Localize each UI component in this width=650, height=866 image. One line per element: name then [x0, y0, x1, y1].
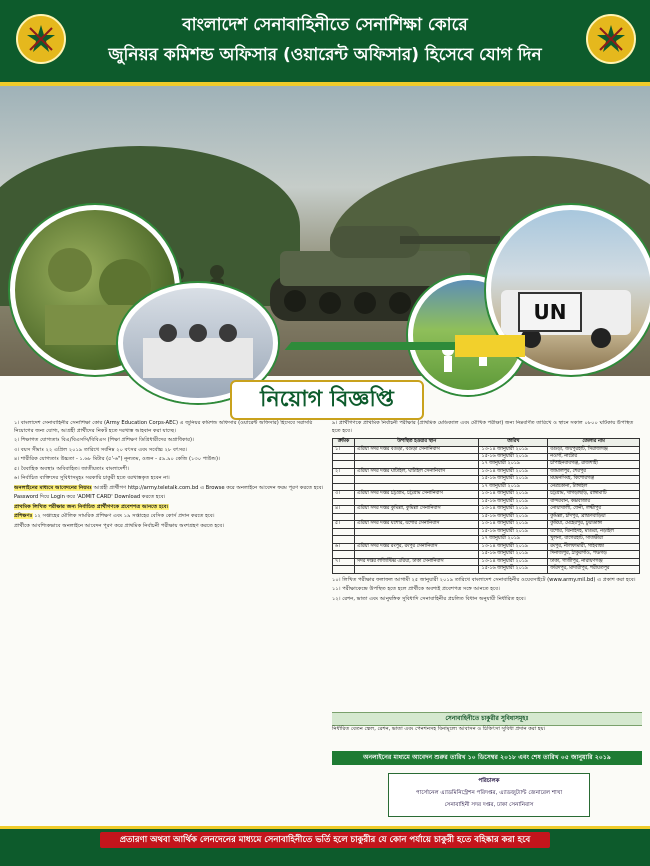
training-heading: প্রশিক্ষণঃ: [14, 513, 33, 520]
table-cell: [354, 528, 479, 535]
table-cell: [354, 483, 479, 490]
table-row: [333, 521, 640, 528]
table-cell: ১৩-১৪ জানুয়ারী ২০১৯: [479, 558, 548, 565]
table-cell: ফরিদপুর, মাদারীপুর, শরীয়তপুর: [548, 566, 640, 573]
table-cell: [333, 536, 355, 543]
table-cell: [333, 476, 355, 483]
para-11: প্রার্থীকে আবশ্যিকভাবে অনলাইনে আবেদন পূরণ করে প্রাথমিক নির্বাচনী পরীক্ষায় অংশগ্রহণ করতে হবে।: [14, 522, 225, 529]
result-notice: ১০। লিখিত পরীক্ষার ফলাফল আগামী ২৫ জানুয়ারী ২০১৯ তারিখে বাংলাদেশ সেনাবাহিনীর ওয়েবসাইটে (www.army.mil.bd) এ প্রকাশ করা হবে।: [332, 576, 636, 583]
table-cell: ময়মনসিংহ, কিশোরগঞ্জ: [548, 476, 640, 483]
table-row: [333, 498, 640, 505]
table-cell: এরিয়া সদর দপ্তর বগুড়া, বগুড়া সেনানিবাস: [354, 446, 479, 453]
table-cell: ১৩-১৪ জানুয়ারী ২০১৯: [479, 468, 548, 475]
table-cell: [333, 551, 355, 558]
table-row: [333, 476, 640, 483]
table-cell: ১৫-১৬ জানুয়ারী ২০১৯: [479, 566, 548, 573]
table-cell: ৬।: [333, 543, 355, 550]
notice-title-banner: [230, 380, 424, 420]
table-cell: এরিয়া সদর দপ্তর কুমিল্লা, কুমিল্লা সেনানিবাস: [354, 506, 479, 513]
table-cell: ১৩-১৪ জানুয়ারী ২০১৯: [479, 543, 548, 550]
table-cell: [354, 454, 479, 461]
table-cell: কুষ্টিয়া, মেহেরপুর, চুয়াডাঙ্গা: [548, 521, 640, 528]
table-cell: ১।: [333, 446, 355, 453]
table-cell: ৫।: [333, 521, 355, 528]
table-cell: [333, 461, 355, 468]
table-row: [333, 491, 640, 498]
exam-schedule-table: [332, 438, 640, 573]
table-cell: এরিয়া সদর দপ্তর যশোর, যশোর সেনানিবাস: [354, 521, 479, 528]
table-cell: [333, 513, 355, 520]
para-2: ২। শিক্ষাগত যোগ্যতাঃ বিএ/বিএসসি/বিবিএস (শিক্ষা প্রশিক্ষণ ডিগ্রিধারীদের অগ্রাধিকার)।: [14, 437, 194, 444]
un-vehicle-label: UN: [518, 292, 582, 332]
table-cell: যশোর, ঝিনাইদহ, মাগুরা, নড়াইল: [548, 528, 640, 535]
table-cell: ১৫-১৬ জানুয়ারী ২০১৯: [479, 476, 548, 483]
online-apply-text: আগ্রহী প্রার্থীগণ http://army.teletalk.com.bd এ Browse করে অনলাইনে আবেদন ফরম পূরণ করতে হবে।: [93, 484, 324, 491]
army-emblem-left-icon: [16, 14, 66, 64]
table-cell: ১৩-১৪ জানুয়ারী ২০১৯: [479, 446, 548, 453]
table-cell: চট্টগ্রাম, খাগড়াছড়ি, রাঙ্গামাটি: [548, 491, 640, 498]
table-cell: [333, 483, 355, 490]
table-header-serial: ক্রমিক: [333, 439, 355, 446]
table-cell: ২।: [333, 468, 355, 475]
para-9: [14, 504, 324, 512]
table-cell: [333, 454, 355, 461]
table-cell: [333, 528, 355, 535]
table-header-date: তারিখ: [479, 439, 548, 446]
para-4: ৪। শারীরিক যোগ্যতাঃ উচ্চতা - ১.৬৮ মিটার (৫'-৬") নূন্যতম, ওজন - ৫৯.৯০ কেজি (১৩০ পাউন্ড)।: [14, 456, 220, 463]
table-row: [333, 513, 640, 520]
yellow-ribbon-decoration: [455, 335, 525, 357]
table-cell: কুমিল্লা, চাঁদপুর, ব্রাহ্মণবাড়িয়া: [548, 513, 640, 520]
table-row: [333, 551, 640, 558]
table-row: [333, 558, 640, 565]
table-cell: [354, 513, 479, 520]
table-cell: ৪।: [333, 506, 355, 513]
table-cell: ১৫-১৬ জানুয়ারী ২০১৯: [479, 454, 548, 461]
table-row: [333, 543, 640, 550]
notice-title: নিয়োগ বিজ্ঞপ্তি: [260, 386, 394, 412]
sponsor-box: [388, 773, 590, 817]
header-title-line2: জুনিয়র কমিশন্ড অফিসার (ওয়ারেন্ট অফিসার) হিসেবে যোগ দিন: [108, 45, 542, 65]
fraud-warning: প্রতারণা অথবা আর্থিক লেনদেনের মাধ্যমে সেনাবাহিনীতে ভর্তি হলে চাকুরীর যে কোন পর্যায়ে চাকুরী হতে বহিষ্কার করা হবে: [100, 832, 550, 848]
table-cell: ১৫-১৬ জানুয়ারী ২০১৯: [479, 513, 548, 520]
table-cell: বান্দরবান, কক্সবাজার: [548, 498, 640, 505]
table-cell: [354, 498, 479, 505]
schedule-intro: ৯। প্রার্থীগণকে প্রাথমিক নির্বাচনী পরীক্ষার (প্রাথমিক মেডিক্যাল এবং মৌখিক পরীক্ষা) জন্য নিম্নবর্ণিত তারিখে ও স্থানে সকাল ০৮০০ ঘটিকায় উপস্থিত হতে হবে।: [332, 420, 634, 434]
sponsor-title: পরিচালক: [478, 778, 500, 784]
table-cell: ১৩-১৪ জানুয়ারী ২০১৯: [479, 521, 548, 528]
table-cell: ১৭ জানুয়ারী ২০১৯: [479, 483, 548, 490]
table-row: [333, 506, 640, 513]
benefits-heading: সেনাবাহিনীতে চাকুরীর সুবিধাসমূহঃ: [332, 712, 642, 726]
table-cell: বগুড়া, জয়পুরহাট, সিরাজগঞ্জ: [548, 446, 640, 453]
written-exam-heading: প্রাথমিক লিখিত পরীক্ষার জন্য নির্বাচিত প্রার্থীগণকে প্রবেশপত্র আনতে হবে।: [14, 503, 169, 510]
table-cell: জামালপুর, শেরপুর: [548, 468, 640, 475]
table-cell: চাঁপাইনবাবগঞ্জ, রাজশাহী: [548, 461, 640, 468]
table-row: [333, 536, 640, 543]
table-cell: এরিয়া সদর দপ্তর রংপুর, রংপুর সেনানিবাস: [354, 543, 479, 550]
table-cell: নেত্রকোনা, টাঙ্গাইল: [548, 483, 640, 490]
table-cell: [333, 498, 355, 505]
table-cell: নোয়াখালী, ফেনী, লক্ষ্মীপুর: [548, 506, 640, 513]
notice-left-column: [14, 420, 324, 810]
table-cell: রংপুর, নীলফামারী, গাইবান্ধা: [548, 543, 640, 550]
table-cell: ১৫-১৬ জানুয়ারী ২০১৯: [479, 551, 548, 558]
table-cell: এরিয়া সদর দপ্তর ঘাটাইল, ঘাটাইল সেনানিবাস: [354, 468, 479, 475]
para-3: ৩। বয়স সীমাঃ ২২ এপ্রিল ২০১৯ তারিখে সর্বনিম্ন ২০ বৎসর এবং সর্বোচ্চ ২৮ বৎসর।: [14, 446, 187, 453]
table-cell: ৩।: [333, 491, 355, 498]
para-5: ৫। বৈবাহিক অবস্থাঃ অবিবাহিত। জাতীয়তাঃ বাংলাদেশী।: [14, 465, 129, 472]
table-header-row: [333, 439, 640, 446]
table-cell: ১৫-১৬ জানুয়ারী ২০১৯: [479, 528, 548, 535]
table-row: [333, 454, 640, 461]
sponsor-line-1: পার্সোনেল এ্যাডমিনিস্ট্রেশন পরিদপ্তর, এ্যাডজুট্যান্ট জেনারেল শাখা: [415, 790, 563, 796]
green-ribbon-decoration: [285, 342, 462, 350]
training-text: ১২ সপ্তাহের মৌলিক সামরিক প্রশিক্ষণ এবং ১৯ সপ্তাহের বেসিক কোর্স প্রদান করতে হবে।: [34, 513, 215, 520]
para-6: ৬। নির্বাচিত ব্যক্তিদের সুবিধাসমূহঃ সরকারি চাকুরী হতে বরখাস্তকৃত হবেন না।: [14, 475, 170, 482]
table-cell: [354, 461, 479, 468]
ration-notice: ১২। রেশন, ভাতা এবং আনুষঙ্গিক সুবিধাদি সেনাবাহিনীর প্রচলিত বিধান অনুযায়ী নির্ধারিত হবে।: [332, 595, 526, 602]
para-1: ১। বাংলাদেশ সেনাবাহিনীর সেনাশিক্ষা কোর (Army Education Corps-AEC) এ জুনিয়র কমিশন্ড অফিসার (ওয়ারেন্ট অফিসার) হিসেবে সরাসরি নিয়োগের জন্য যোগ্য, আগ্রহী প্রার্থীদের নিকট হতে দরখাস্ত আহবান করা যাচ্ছে।: [14, 420, 313, 434]
table-cell: ১৩-১৪ জানুয়ারী ২০১৯: [479, 491, 548, 498]
table-header-venue: উপস্থিত হওয়ার স্থান: [354, 439, 479, 446]
army-emblem-right-icon: [586, 14, 636, 64]
table-row: [333, 566, 640, 573]
table-cell: সদর দপ্তর লজিস্টিক্স এরিয়া, ঢাকা সেনানিবাস: [354, 558, 479, 565]
table-row: [333, 446, 640, 453]
para-7: [14, 485, 324, 493]
header-banner: [0, 0, 650, 86]
admit-card-notice: ১১। পরীক্ষাকেন্দ্রে উপস্থিত হতে হলে প্রার্থীকে অবশ্যই প্রবেশপত্র সঙ্গে আনতে হবে।: [332, 586, 500, 593]
table-cell: খুলনা, বাগেরহাট, সাতক্ষীরা: [548, 536, 640, 543]
table-cell: [333, 566, 355, 573]
table-row: [333, 483, 640, 490]
header-title-line1: বাংলাদেশ সেনাবাহিনীতে সেনাশিক্ষা কোরে: [182, 15, 468, 35]
para-8: Password দিয়ে Login করে 'ADMIT CARD' Download করতে হবে।: [14, 494, 166, 501]
table-cell: দিনাজপুর, ঠাকুরগাঁও, পঞ্চগড়: [548, 551, 640, 558]
sponsor-line-2: সেনাবাহিনী সদর দপ্তর, ঢাকা সেনানিবাস: [444, 802, 534, 808]
table-row: [333, 461, 640, 468]
table-cell: [354, 536, 479, 543]
table-row: [333, 528, 640, 535]
table-cell: ১৩-১৪ জানুয়ারী ২০১৯: [479, 506, 548, 513]
table-cell: নওগাঁ, নাটোর: [548, 454, 640, 461]
table-header-district: জেলার নাম: [548, 439, 640, 446]
benefits-text: নির্ধারিত বেতন স্কেল, রেশন, ভাতা এবং পেনশনসহ বিনামূল্যে আবাসন ও চিকিৎসা সুবিধা প্রদান করা হয়।: [332, 726, 546, 732]
table-body: [333, 446, 640, 573]
table-cell: ১৫-১৬ জানুয়ারী ২০১৯: [479, 498, 548, 505]
table-cell: ৭।: [333, 558, 355, 565]
table-cell: এরিয়া সদর দপ্তর চট্টগ্রাম, চট্টগ্রাম সেনানিবাস: [354, 491, 479, 498]
table-cell: [354, 551, 479, 558]
table-cell: ১৭ জানুয়ারী ২০১৯: [479, 461, 548, 468]
table-cell: ১৭ জানুয়ারী ২০১৯: [479, 536, 548, 543]
para-10: [14, 513, 324, 521]
online-apply-heading: অনলাইনের মাধ্যমে আবেদনের নিয়মঃ: [14, 484, 92, 491]
table-cell: [354, 566, 479, 573]
table-cell: [354, 476, 479, 483]
table-row: [333, 468, 640, 475]
table-cell: ঢাকা, গাজীপুর, নারায়ণগঞ্জ: [548, 558, 640, 565]
application-deadline-bar: অনলাইনের মাধ্যমে আবেদন শুরুর তারিখ ১০ ডিসেম্বর ২০১৮ এবং শেষ তারিখ ০৫ জানুয়ারি ২০১৯: [332, 751, 642, 765]
